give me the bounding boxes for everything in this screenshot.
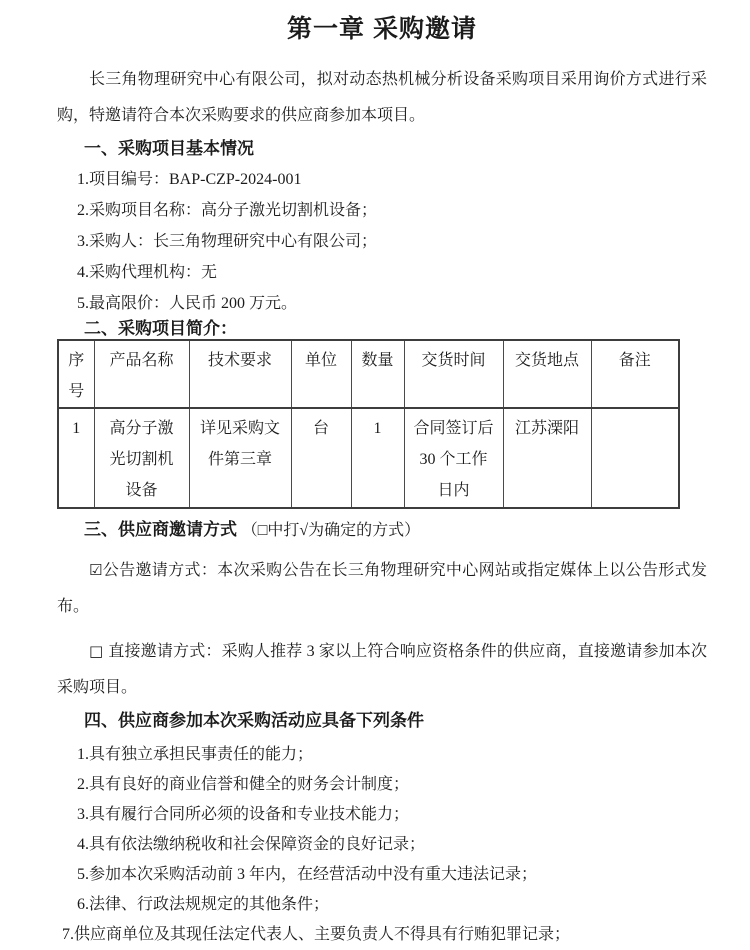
col-header-delivery-place: 交货地点 — [503, 340, 591, 408]
section1-heading: 一、采购项目基本情况 — [84, 139, 254, 158]
cell-unit: 台 — [291, 408, 351, 508]
section4-item: 5.参加本次采购活动前 3 年内，在经营活动中没有重大违法记录； — [77, 866, 538, 883]
section4-item: 3.具有履行合同所必须的设备和专业技术能力； — [77, 806, 410, 823]
section3-heading-text: 三、供应商邀请方式 — [84, 520, 237, 539]
section4-item-list — [62, 740, 707, 950]
table-row — [58, 408, 679, 508]
section3-heading — [84, 515, 707, 546]
section1-item: 4.采购代理机构：无 — [77, 264, 218, 281]
section2-heading: 二、采购项目简介： — [84, 319, 237, 338]
announce-invitation-option — [57, 552, 707, 625]
col-header-product: 产品名称 — [94, 340, 189, 408]
procurement-summary-table — [57, 339, 680, 509]
unchecked-checkbox-icon: □ — [89, 642, 109, 660]
direct-invitation-option — [57, 633, 707, 706]
cell-remark — [591, 408, 679, 508]
section3-heading-note: （□中打√为确定的方式） — [241, 522, 421, 539]
section4-item: 7.供应商单位及其现任法定代表人、主要负责人不得具有行贿犯罪记录； — [62, 926, 571, 943]
section4-item: 2.具有良好的商业信誉和健全的财务会计制度； — [77, 776, 410, 793]
section4-heading: 四、供应商参加本次采购活动应具备下列条件 — [84, 711, 424, 730]
direct-option-text: 直接邀请方式：采购人推荐 3 家以上符合响应资格条件的供应商，直接邀请参加本次采购项目。 — [57, 643, 707, 696]
cell-delivery-time: 合同签订后 30 个工作日内 — [404, 408, 503, 508]
section1-item-list — [77, 164, 707, 319]
section1-item: 1.项目编号：BAP-CZP-2024-001 — [77, 171, 302, 188]
col-header-remark: 备注 — [591, 340, 679, 408]
col-header-qty: 数量 — [351, 340, 404, 408]
cell-delivery-place: 江苏溧阳 — [503, 408, 591, 508]
cell-product: 高分子激光切割机设备 — [94, 408, 189, 508]
cell-qty: 1 — [351, 408, 404, 508]
col-header-seq: 序号 — [58, 340, 94, 408]
col-header-unit: 单位 — [291, 340, 351, 408]
checked-checkbox-icon: ☑ — [89, 561, 103, 579]
section1-item: 3.采购人：长三角物理研究中心有限公司； — [77, 233, 378, 250]
section4-item: 1.具有独立承担民事责任的能力； — [77, 746, 314, 763]
section1-item: 5.最高限价：人民币 200 万元。 — [77, 295, 298, 312]
section1-item: 2.采购项目名称：高分子激光切割机设备； — [77, 202, 378, 219]
col-header-delivery-time: 交货时间 — [404, 340, 503, 408]
cell-seq: 1 — [58, 408, 94, 508]
announce-option-text: 公告邀请方式：本次采购公告在长三角物理研究中心网站或指定媒体上以公告形式发布。 — [57, 562, 707, 615]
section4-item: 6.法律、行政法规规定的其他条件； — [77, 896, 330, 913]
chapter-title: 第一章 采购邀请 — [287, 15, 477, 43]
intro-paragraph: 长三角物理研究中心有限公司，拟对动态热机械分析设备采购项目采用询价方式进行采购，特邀请符合本次采购要求的供应商参加本项目。 — [57, 71, 707, 124]
cell-tech: 详见采购文件第三章 — [189, 408, 291, 508]
section4-item: 4.具有依法缴纳税收和社会保障资金的良好记录； — [77, 836, 426, 853]
table-header-row — [58, 340, 679, 408]
col-header-tech: 技术要求 — [189, 340, 291, 408]
